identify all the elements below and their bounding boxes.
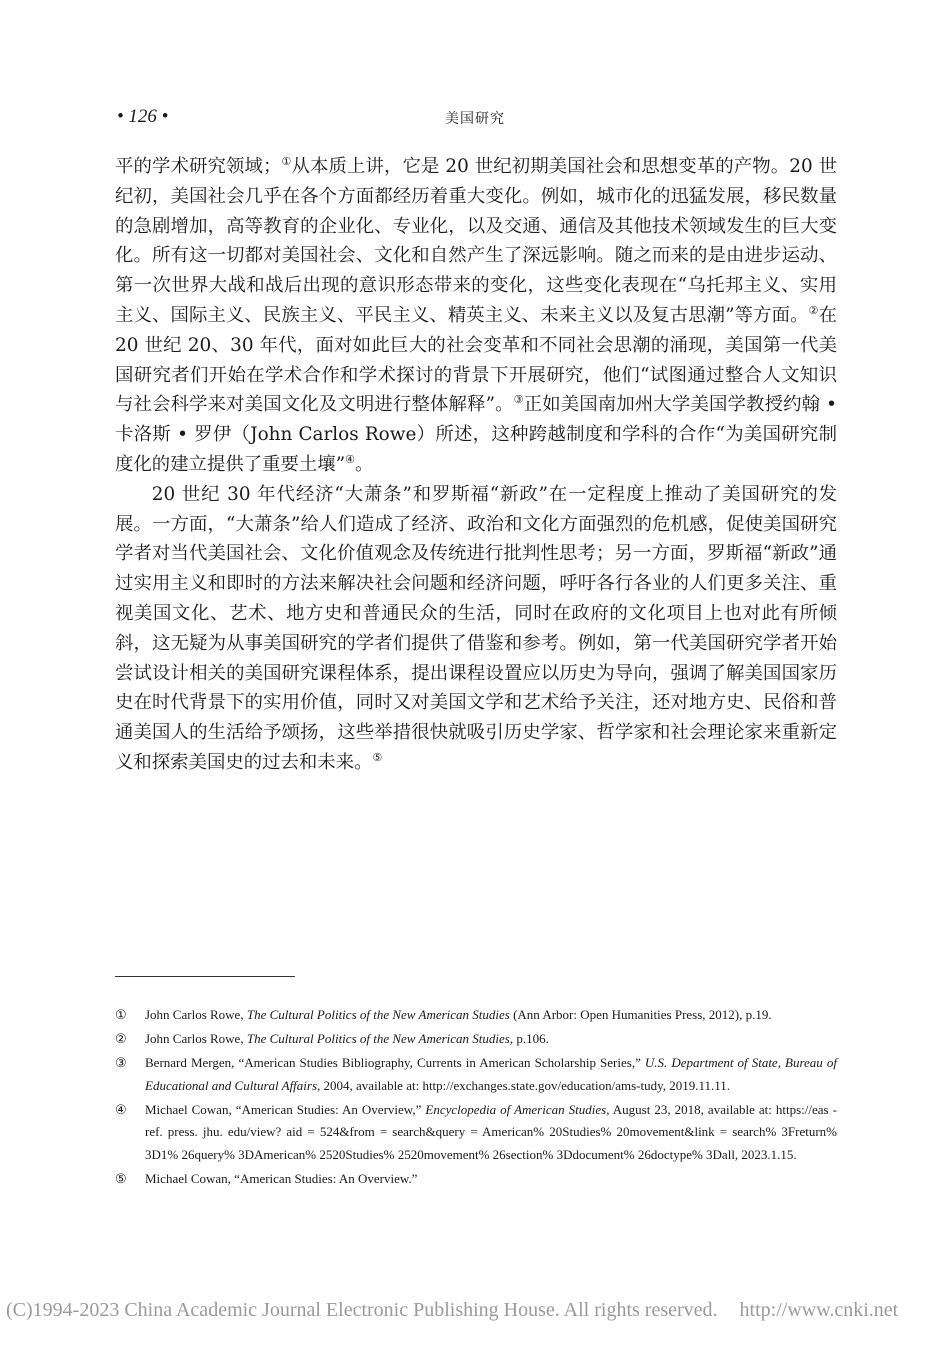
- page-number: • 126 •: [117, 106, 169, 127]
- body-text: [115, 152, 837, 778]
- footnote-ref-2[interactable]: ②: [808, 303, 819, 317]
- footnote-1-pre: John Carlos Rowe,: [145, 1007, 247, 1022]
- p2-text-a: 20 世纪 30 年代经济“大萧条”和罗斯福“新政”在一定程度上推动了美国研究的发展。一方面，“大萧条”给人们造成了经济、政治和文化方面强烈的危机感，促使美国研究学者对当代美国社会、文化价值观念及传统进行批判性思考；另一方面，罗斯福“新政”通过实用主义和即时的方法来解决社会问题和经济问题，呼吁各行各业的人们更多关注、重视美国文化、艺术、地方史和普通民众的生活，同时在政府的文化项目上也对此有所倾斜，这无疑为从事美国研究的学者们提供了借鉴和参考。例如，第一代美国研究学者开始尝试设计相关的美国研究课程体系，提出课程设置应以历史为导向，强调了解美国国家历史在时代背景下的实用价值，同时又对美国文学和艺术给予关注，还对地方史、民俗和普通美国人的生活给予颂扬，这些举措很快就吸引历史学家、哲学家和社会理论家来重新定义和探索美国史的过去和未来。: [115, 483, 837, 773]
- footnote-mark-4: ④: [115, 1101, 127, 1117]
- footnote-4-pre: Michael Cowan, “American Studies: An Overview,”: [145, 1101, 426, 1117]
- footnote-4-title: Encyclopedia of American Studies: [425, 1101, 607, 1117]
- footnote-ref-3[interactable]: ③: [513, 393, 524, 407]
- footnote-1: [115, 1004, 837, 1027]
- footnote-mark-3: ③: [115, 1055, 127, 1071]
- footnote-2-title: The Cultural Politics of the New American Studies: [246, 1031, 510, 1047]
- cnki-link[interactable]: http://www.cnki.net: [739, 1299, 899, 1321]
- footnote-mark-1: ①: [115, 1007, 127, 1022]
- p1-text-e: 。: [354, 453, 374, 475]
- footnote-4: [115, 1099, 837, 1167]
- footnote-3: [115, 1052, 837, 1097]
- footnote-ref-1[interactable]: ①: [281, 154, 292, 168]
- footnote-2-post: , p.106.: [509, 1031, 549, 1047]
- footnote-5: [115, 1168, 837, 1191]
- journal-name: 美国研究: [445, 111, 505, 127]
- footnote-ref-4[interactable]: ④: [345, 452, 355, 466]
- footnote-1-title: The Cultural Politics of the New American Studies: [246, 1007, 510, 1022]
- footnote-4-post: , August 23, 2018, available at: https://eas - ref. press. jhu. edu/view? aid = 524&from = search&query = American% 20Studies% 20movement&link = search% 3Freturn% 3D1% 26query% 3DAmerican% 2520Studies% 2520movement% 26section% 3Ddocument% 26doctype% 3Dall, 2023.1.15.: [145, 1101, 837, 1163]
- footnotes: [115, 1004, 837, 1192]
- running-head: [117, 106, 833, 130]
- copyright-text: (C)1994-2023 China Academic Journal Electronic Publishing House. All rights reserved.: [6, 1299, 718, 1321]
- footnote-3-pre: Bernard Mergen, “American Studies Bibliography, Currents in American Scholarship Series,”: [145, 1055, 645, 1071]
- footnote-2: [115, 1028, 837, 1051]
- footnote-1-post: (Ann Arbor: Open Humanities Press, 2012), p.19.: [509, 1007, 772, 1022]
- footnote-divider: [115, 976, 295, 977]
- p1-text-b: 从本质上讲，它是 20 世纪初期美国社会和思想变革的产物。20 世纪初，美国社会几乎在各个方面都经历着重大变化。例如，城市化的迅猛发展，移民数量的急剧增加，高等教育的企业化、专业化，以及交通、通信及其他技术领域发生的巨大变化。所有这一切都对美国社会、文化和自然产生了深远影响。随之而来的是由进步运动、第一次世界大战和战后出现的意识形态带来的变化，这些变化表现在“乌托邦主义、实用主义、国际主义、民族主义、平民主义、精英主义、未来主义以及复古思潮”等方面。: [115, 156, 837, 326]
- footnote-3-title: U.S. Department of State, Bureau of Educational and Cultural Affairs: [145, 1055, 837, 1093]
- footnote-mark-5: ⑤: [115, 1171, 127, 1187]
- p1-text-d: 正如美国南加州大学美国学教授约翰 • 卡洛斯 • 罗伊（John Carlos Rowe）所述，这种跨越制度和学科的合作“为美国研究制度化的建立提供了重要土壤”: [115, 394, 837, 475]
- footnote-2-pre: John Carlos Rowe,: [145, 1031, 247, 1047]
- paragraph-2: [115, 480, 837, 778]
- p1-text-a: 平的学术研究领域；: [115, 156, 282, 177]
- p1-text-c: 在 20 世纪 20、30 年代，面对如此巨大的社会变革和不同社会思潮的涌现，美国第一代美国研究者们开始在学术合作和学术探讨的背景下开展研究，他们“试图通过整合人文知识与社会科学来对美国文化及文明进行整体解释”。: [115, 304, 837, 416]
- footnote-5-text: Michael Cowan, “American Studies: An Overview.”: [145, 1171, 418, 1187]
- copyright-footer: [6, 1299, 950, 1322]
- footnote-3-post: , 2004, available at: http://exchanges.state.gov/education/ams-tudy, 2019.11.11.: [317, 1077, 731, 1093]
- paragraph-1: [115, 152, 837, 480]
- footnote-mark-2: ②: [115, 1031, 127, 1047]
- footnote-ref-5[interactable]: ⑤: [372, 750, 383, 764]
